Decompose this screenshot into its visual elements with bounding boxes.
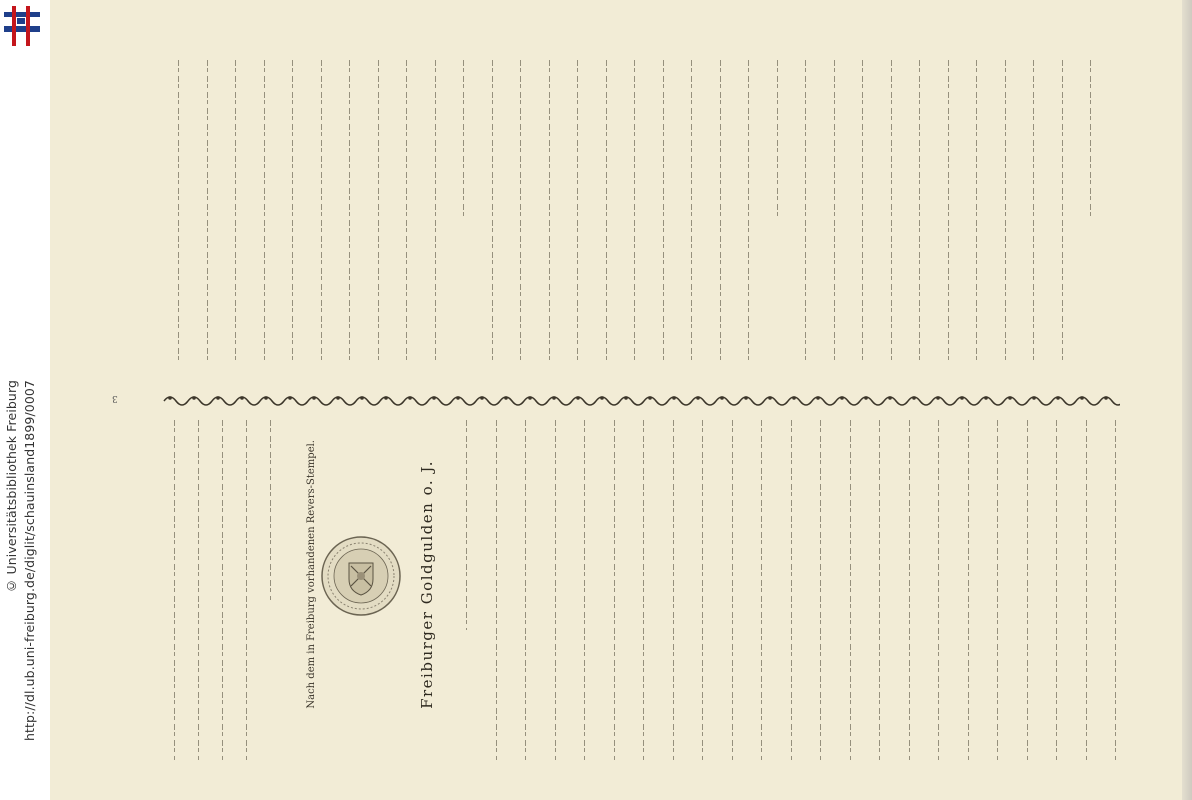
- ornament-dot: [192, 396, 196, 400]
- ornament-swirl: [620, 397, 644, 405]
- text-line: [997, 420, 998, 760]
- page-content: [50, 0, 1182, 800]
- ornament-dot: [168, 396, 172, 400]
- ornament-swirl: [668, 397, 692, 405]
- ornament-dot: [768, 396, 772, 400]
- ornament-dot: [1080, 396, 1084, 400]
- text-line: [174, 420, 175, 760]
- text-line: [349, 60, 350, 360]
- ornament-swirl: [596, 397, 620, 405]
- ornament-swirl: [1100, 397, 1120, 405]
- text-line: [577, 60, 578, 360]
- text-line: [976, 60, 977, 360]
- ornament-dot: [360, 396, 364, 400]
- ornament-dot: [336, 396, 340, 400]
- text-line: [909, 420, 910, 760]
- ornament-dot: [720, 396, 724, 400]
- ornament-swirl: [884, 397, 908, 405]
- text-line: [948, 60, 949, 360]
- ornament-swirl: [524, 397, 548, 405]
- text-line: [1090, 60, 1091, 220]
- text-line: [834, 60, 835, 360]
- ornament-swirl: [860, 397, 884, 405]
- ornament-swirl: [428, 397, 452, 405]
- text-column-verso: [170, 420, 300, 778]
- text-line: [643, 420, 644, 760]
- ornament-dot: [840, 396, 844, 400]
- text-line: [496, 420, 497, 760]
- ornament-dot: [960, 396, 964, 400]
- ornament-dot: [984, 396, 988, 400]
- ornament-dot: [912, 396, 916, 400]
- ornament-dot: [1032, 396, 1036, 400]
- page-edge: [1182, 0, 1192, 800]
- text-line: [748, 60, 749, 360]
- page-number: 3: [112, 393, 118, 403]
- text-line: [606, 60, 607, 360]
- text-line: [1115, 420, 1116, 760]
- text-line: [264, 60, 265, 360]
- seal-caption-text: Nach dem in Freiburg vorhandenen Revers-Stempel.: [306, 440, 317, 709]
- text-line: [198, 420, 199, 760]
- ornament-dot: [384, 396, 388, 400]
- ornament-dot: [936, 396, 940, 400]
- ornament-swirl: [476, 397, 500, 405]
- ornament-swirl: [692, 397, 716, 405]
- ornament-swirl: [980, 397, 1004, 405]
- ornament-swirl: [1004, 397, 1028, 405]
- ornament-dot: [216, 396, 220, 400]
- ornament-dot: [624, 396, 628, 400]
- text-line: [968, 420, 969, 760]
- ornament-swirl: [908, 397, 932, 405]
- text-line: [1056, 420, 1057, 760]
- text-line: [850, 420, 851, 760]
- text-line: [777, 60, 778, 220]
- ornament-swirl: [932, 397, 956, 405]
- ornament-swirl: [572, 397, 596, 405]
- text-line: [791, 420, 792, 760]
- text-line: [246, 420, 247, 760]
- ornament-dot: [264, 396, 268, 400]
- text-line: [235, 60, 236, 360]
- ornament-dot: [552, 396, 556, 400]
- ornament-dot: [480, 396, 484, 400]
- ornament-dot: [288, 396, 292, 400]
- ornament-swirl: [1028, 397, 1052, 405]
- text-line: [435, 60, 436, 360]
- text-line: [270, 420, 271, 600]
- text-line: [691, 60, 692, 360]
- text-line: [663, 60, 664, 360]
- ornament-swirl: [1076, 397, 1100, 405]
- ornament-swirl: [332, 397, 356, 405]
- ornament-swirl: [956, 397, 980, 405]
- text-line: [321, 60, 322, 360]
- ornament-swirl: [404, 397, 428, 405]
- ornament-swirl: [284, 397, 308, 405]
- text-line: [919, 60, 920, 360]
- text-line: [820, 420, 821, 760]
- text-line: [1086, 420, 1087, 760]
- ornament-dot: [408, 396, 412, 400]
- text-line: [862, 60, 863, 360]
- text-line: [207, 60, 208, 360]
- ornament-swirl: [836, 397, 860, 405]
- scanned-page: [50, 0, 1182, 800]
- text-line: [614, 420, 615, 760]
- ornament-swirl: [788, 397, 812, 405]
- ornament-dot: [504, 396, 508, 400]
- text-line: [463, 60, 464, 220]
- ornament-dot: [744, 396, 748, 400]
- text-line: [673, 420, 674, 760]
- ornament-swirl: [380, 397, 404, 405]
- text-line: [1033, 60, 1034, 360]
- text-line: [525, 420, 526, 760]
- text-line: [1005, 60, 1006, 360]
- ornament-swirl: [644, 397, 668, 405]
- ornament-dot: [1008, 396, 1012, 400]
- seal-image: [320, 535, 402, 617]
- ornament-dot: [1056, 396, 1060, 400]
- text-line: [178, 60, 179, 360]
- ornament-swirl: [188, 397, 212, 405]
- ornament-divider: [160, 392, 1120, 410]
- ornament-swirl: [308, 397, 332, 405]
- text-line: [549, 60, 550, 360]
- credit-block: [2, 380, 42, 800]
- section-heading: [416, 420, 446, 780]
- text-line: [938, 420, 939, 760]
- seal-caption: [300, 420, 330, 780]
- text-line: [1062, 60, 1063, 360]
- text-line: [584, 420, 585, 760]
- ornament-swirl: [812, 397, 836, 405]
- text-line: [378, 60, 379, 360]
- text-line: [520, 60, 521, 360]
- ornament-dot: [696, 396, 700, 400]
- text-line: [1027, 420, 1028, 760]
- ornament-dot: [432, 396, 436, 400]
- text-line: [466, 420, 467, 630]
- library-logo-icon[interactable]: [2, 4, 42, 48]
- ornament-swirl: [1052, 397, 1076, 405]
- ornament-dot: [600, 396, 604, 400]
- ornament-swirl: [260, 397, 284, 405]
- ornament-swirl: [764, 397, 788, 405]
- ornament-swirl: [452, 397, 476, 405]
- section-heading-text: Freiburger Goldgulden o. J.: [418, 460, 436, 709]
- ornament-swirl: [236, 397, 260, 405]
- ornament-dot: [648, 396, 652, 400]
- ornament-dot: [816, 396, 820, 400]
- source-url[interactable]: http://dl.ub.uni-freiburg.de/diglit/schauinsland1899/0007: [22, 380, 37, 742]
- copyright-notice: © Universitätsbibliothek Freiburg: [4, 380, 19, 594]
- ornament-dot: [672, 396, 676, 400]
- text-line: [292, 60, 293, 360]
- ornament-dot: [312, 396, 316, 400]
- ornament-swirl: [164, 397, 188, 405]
- text-column-upper: [170, 60, 1120, 382]
- text-line: [634, 60, 635, 360]
- text-column-lower: [410, 420, 1120, 778]
- text-line: [891, 60, 892, 360]
- ornament-swirl: [740, 397, 764, 405]
- ornament-swirl: [716, 397, 740, 405]
- text-line: [805, 60, 806, 360]
- ornament-swirl: [212, 397, 236, 405]
- ornament-dot: [864, 396, 868, 400]
- text-line: [761, 420, 762, 760]
- ornament-dot: [456, 396, 460, 400]
- text-line: [222, 420, 223, 760]
- text-line: [555, 420, 556, 760]
- text-line: [492, 60, 493, 360]
- text-line: [732, 420, 733, 760]
- ornament-dot: [576, 396, 580, 400]
- ornament-dot: [240, 396, 244, 400]
- ornament-swirl: [356, 397, 380, 405]
- text-line: [720, 60, 721, 360]
- text-line: [879, 420, 880, 760]
- ornament-dot: [528, 396, 532, 400]
- viewer-margin: [0, 0, 50, 800]
- ornament-dot: [1104, 396, 1108, 400]
- text-line: [406, 60, 407, 360]
- ornament-dot: [792, 396, 796, 400]
- ornament-dot: [888, 396, 892, 400]
- text-line: [702, 420, 703, 760]
- ornament-swirl: [500, 397, 524, 405]
- ornament-swirl: [548, 397, 572, 405]
